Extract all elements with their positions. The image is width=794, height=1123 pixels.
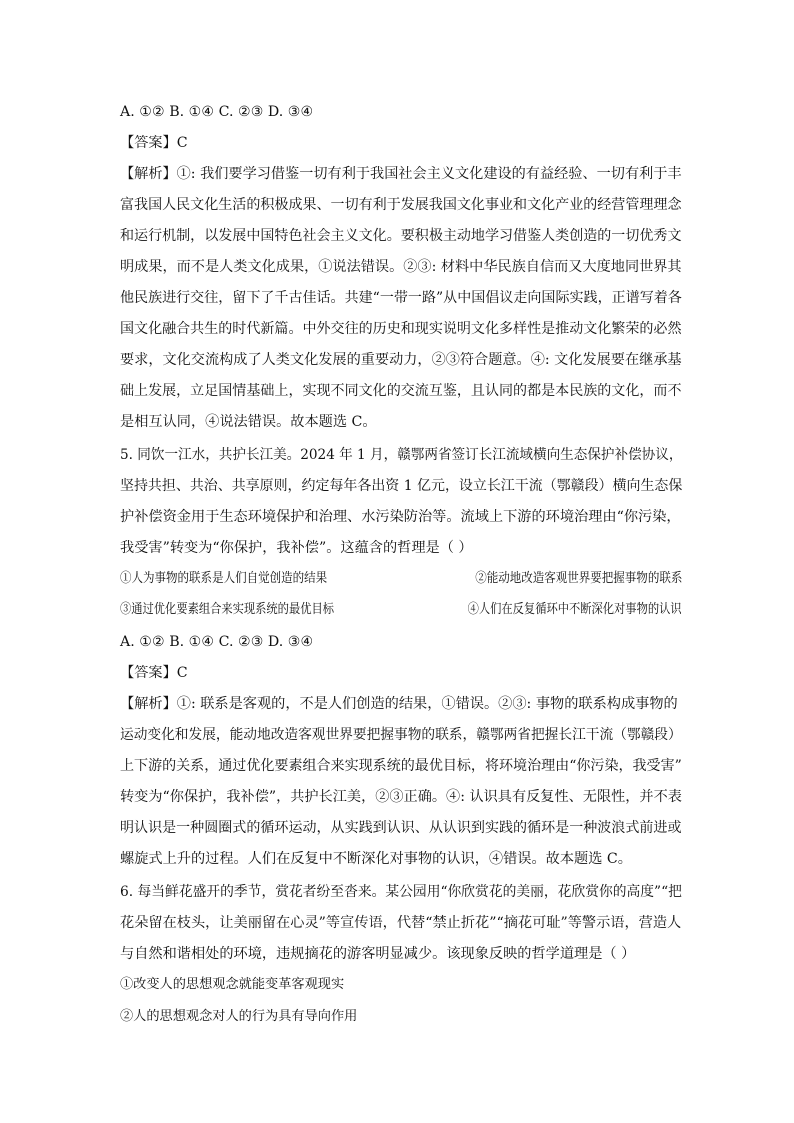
q5-choice-row: [120, 600, 682, 620]
q5-options: A. ①② B. ①④ C. ②③ D. ③④: [120, 634, 314, 650]
q5-stem-line: 坚持共担、共治、共享原则，约定每年各出资 1 亿元，设立长江干流（鄂赣段）横向生态保: [120, 478, 683, 494]
q6-choice-2: ②人的思想观念对人的行为具有导向作用: [120, 1009, 358, 1024]
q4-analysis-line: 富我国人民文化生活的积极成果、一切有利于发展我国文化事业和文化产业的经营管理理念: [120, 197, 682, 213]
q4-analysis-line: 【解析】①: 我们要学习借鉴一切有利于我国社会主义文化建设的有益经验、一切有利于丰: [120, 166, 682, 182]
q5-choice-4: ④人们在反复循环中不断深化对事物的认识: [467, 602, 682, 617]
q5-analysis-line: 【解析】①: 联系是客观的，不是人们创造的结果，①错误。②③: 事物的联系构成事物的: [120, 696, 678, 712]
q5-choice-3: ③通过优化要素组合来实现系统的最优目标: [120, 602, 335, 617]
q5-answer: 【答案】C: [120, 665, 188, 681]
q5-stem-line: 5. 同饮一江水，共护长江美。2024 年 1 月，赣鄂两省签订长江流域横向生态保护补偿协议，: [120, 447, 683, 463]
q6-stem-line: 与自然和谐相处的环境，违规摘花的游客明显减少。该现象反映的哲学道理是（ ）: [120, 946, 636, 962]
q5-choice-2: ②能动地改造客观世界要把握事物的联系: [475, 571, 683, 586]
q4-analysis-line: 和运行机制，以发展中国特色社会主义文化。要积极主动地学习借鉴人类创造的一切优秀文: [120, 228, 682, 244]
q5-choice-row: [120, 569, 683, 589]
q5-choice-1: ①人为事物的联系是人们自觉创造的结果: [120, 571, 328, 586]
q5-analysis-line: 转变为“你保护，我补偿”，共护长江美，②③正确。④: 认识具有反复性、无限性，并不表: [120, 789, 682, 805]
q4-analysis-line: 明成果，而不是人类文化成果，①说法错误。②③: 材料中华民族自信而又大度地同世界其: [120, 259, 682, 275]
q4-analysis-line: 他民族进行交往，留下了千古佳话。共建“一带一路”从中国倡议走向国际实践，正谱写着各: [120, 290, 682, 306]
q4-answer: 【答案】C: [120, 135, 188, 151]
q5-stem-line: 护补偿资金用于生态环境保护和治理、水污染防治等。流域上下游的环境治理由“你污染，: [120, 509, 681, 525]
q6-stem-line: 6. 每当鲜花盛开的季节，赏花者纷至沓来。某公园用“你欣赏花的美丽，花欣赏你的高度”“把: [120, 884, 682, 900]
q5-analysis-line: 运动变化和发展，能动地改造客观世界要把握事物的联系，赣鄂两省把握长江干流（鄂赣段）: [120, 727, 682, 743]
q4-analysis-line: 础上发展，立足国情基础上，实现不同文化的交流互鉴，且认同的都是本民族的文化，而不: [120, 383, 682, 399]
q6-choice-1: ①改变人的思想观念就能变革客观现实: [120, 977, 345, 992]
q4-analysis-line: 国文化融合共生的时代新篇。中外交往的历史和现实说明文化多样性是推动文化繁荣的必然: [120, 321, 682, 337]
q6-stem-line: 花朵留在枝头，让美丽留在心灵”等宣传语，代替“禁止折花”“摘花可耻”等警示语，营造人: [120, 915, 682, 931]
q5-stem-line: 我受害”转变为“你保护，我补偿”。这蕴含的哲理是（ ）: [120, 540, 473, 556]
q4-analysis-line: 是相互认同，④说法错误。故本题选 C。: [120, 414, 377, 430]
q5-analysis-line: 螺旋式上升的过程。人们在反复中不断深化对事物的认识，④错误。故本题选 C。: [120, 851, 632, 867]
q4-options: A. ①② B. ①④ C. ②③ D. ③④: [120, 104, 314, 120]
q5-analysis-line: 上下游的关系，通过优化要素组合来实现系统的最优目标，将环境治理由“你污染，我受害”: [120, 758, 682, 774]
q5-analysis-line: 明认识是一种圆圈式的循环运动，从实践到认识、从认识到实践的循环是一种波浪式前进或: [120, 820, 682, 836]
q4-analysis-line: 要求，文化交流构成了人类文化发展的重要动力，②③符合题意。④: 文化发展要在继承基: [120, 352, 682, 368]
